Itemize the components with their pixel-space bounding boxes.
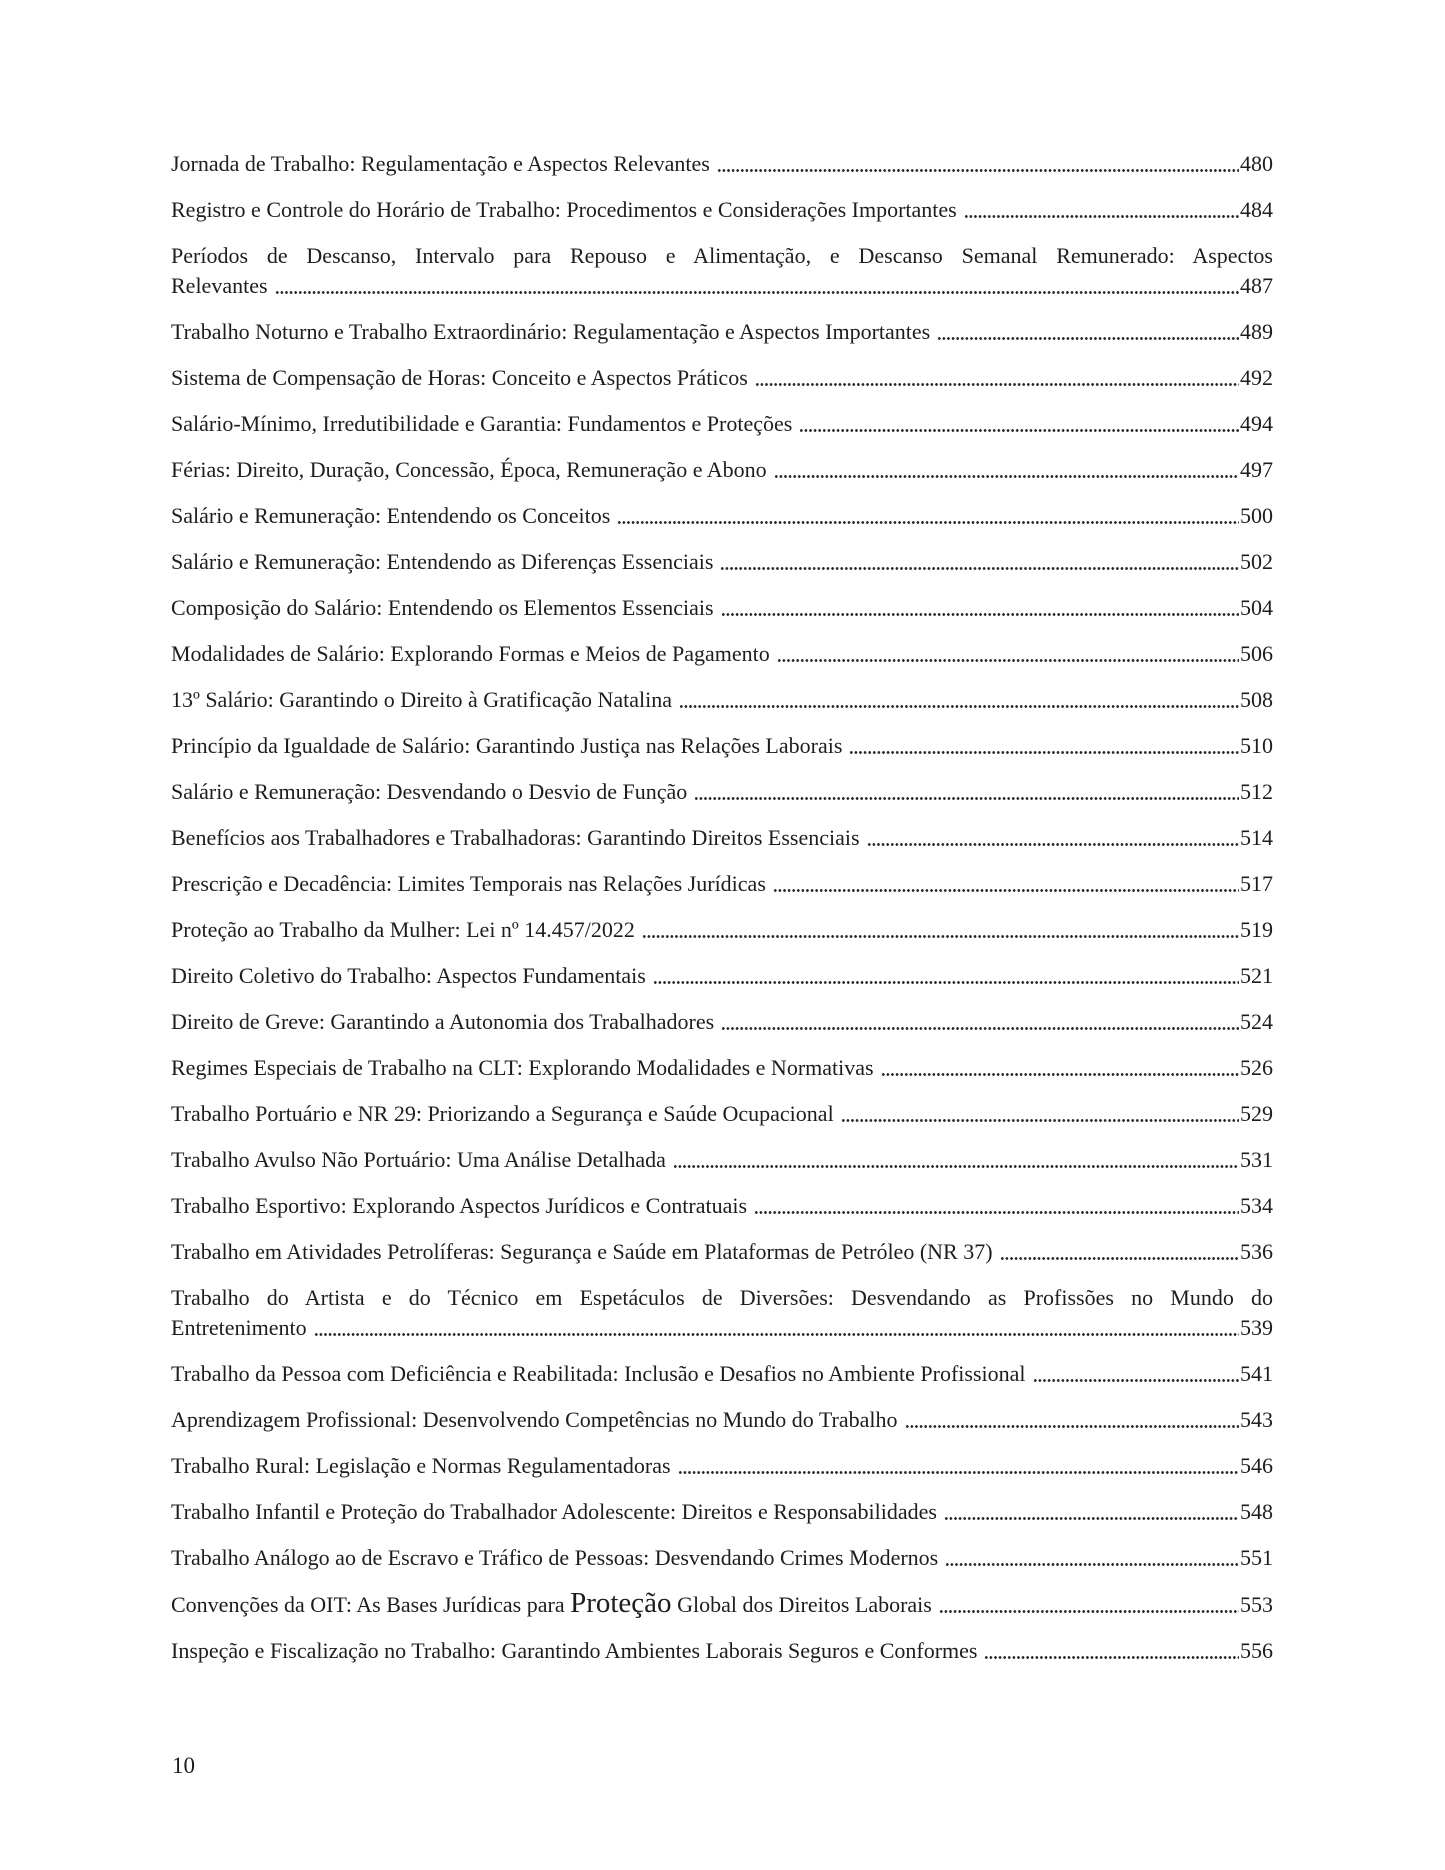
dot-leader [1033, 1359, 1239, 1389]
toc-entry-title: Trabalho Esportivo: Explorando Aspectos Jurídicos e Contratuais [171, 1193, 748, 1218]
toc-entry-row [171, 1191, 1273, 1221]
toc-entry-page: 506 [1240, 641, 1273, 666]
toc-entry-page: 548 [1240, 1499, 1273, 1524]
dot-leader [314, 1313, 1239, 1343]
toc-entry-row [171, 685, 1273, 715]
toc-entry-title: Sistema de Compensação de Horas: Conceito e Aspectos Práticos [171, 365, 748, 390]
toc-entry-title: Proteção ao Trabalho da Mulher: Lei nº 14.457/2022 [171, 917, 635, 942]
toc-entry-page: 556 [1240, 1638, 1273, 1663]
toc-entry-row [171, 149, 1273, 179]
toc-entry-title: Trabalho Rural: Legislação e Normas Regulamentadoras [171, 1453, 671, 1478]
toc-entry-row [171, 1145, 1273, 1175]
toc-entry-page: 551 [1240, 1545, 1273, 1570]
toc-entry-title: Trabalho Portuário e NR 29: Priorizando a Segurança e Saúde Ocupacional [171, 1101, 834, 1126]
toc-entry-title: Jornada de Trabalho: Regulamentação e Aspectos Relevantes [171, 151, 710, 176]
toc-entry-row [171, 271, 1273, 301]
toc-entry-line1: Períodos de Descanso, Intervalo para Repouso e Alimentação, e Descanso Semanal Remunerado: Aspectos [171, 243, 1273, 268]
toc-entry-row [171, 501, 1273, 531]
toc-entry-page: 517 [1240, 871, 1273, 896]
toc-entry-title: Salário-Mínimo, Irredutibilidade e Garantia: Fundamentos e Proteções [171, 411, 793, 436]
toc-entry-row [171, 869, 1273, 899]
dot-leader [720, 547, 1239, 577]
toc-entry [171, 1237, 1273, 1267]
toc-entry-page: 504 [1240, 595, 1273, 620]
toc-entry-title: Aprendizagem Profissional: Desenvolvendo Competências no Mundo do Trabalho [171, 1407, 898, 1432]
dot-leader [774, 455, 1239, 485]
dot-leader [937, 317, 1239, 347]
toc-entry [171, 639, 1273, 669]
toc-entry [171, 823, 1273, 853]
dot-leader [773, 869, 1239, 899]
toc-entry [171, 915, 1273, 945]
dot-leader [964, 195, 1239, 225]
toc-entry-page: 494 [1240, 411, 1273, 436]
toc-entry [171, 1053, 1273, 1083]
toc-entry [171, 501, 1273, 531]
toc-entry-page: 524 [1240, 1009, 1273, 1034]
toc-entry-row [171, 777, 1273, 807]
toc-entry [171, 593, 1273, 623]
toc-entry-title: Salário e Remuneração: Entendendo as Diferenças Essenciais [171, 549, 714, 574]
dot-leader [849, 731, 1239, 761]
toc-entry-row [171, 1359, 1273, 1389]
dot-leader [841, 1099, 1239, 1129]
dot-leader [1000, 1237, 1239, 1267]
dot-leader [275, 271, 1239, 301]
toc-entry-page: 489 [1240, 319, 1273, 344]
toc-entry-title: Direito de Greve: Garantindo a Autonomia dos Trabalhadores [171, 1009, 715, 1034]
toc-entry-title: Trabalho da Pessoa com Deficiência e Reabilitada: Inclusão e Desafios no Ambiente Profissional [171, 1361, 1026, 1386]
toc-entry-row [171, 363, 1273, 393]
toc-entry-page: 529 [1240, 1101, 1273, 1126]
toc-entry-page: 521 [1240, 963, 1273, 988]
toc-entry-title: Trabalho Avulso Não Portuário: Uma Análise Detalhada [171, 1147, 666, 1172]
toc-entry [171, 1636, 1273, 1666]
toc-entry-title: Trabalho Infantil e Proteção do Trabalhador Adolescente: Direitos e Responsabilidades [171, 1499, 937, 1524]
toc-entry-row [171, 1237, 1273, 1267]
toc [171, 149, 1273, 1682]
toc-entry-row [171, 1589, 1273, 1620]
toc-entry-title: Direito Coletivo do Trabalho: Aspectos Fundamentais [171, 963, 646, 988]
toc-entry [171, 1359, 1273, 1389]
toc-entry-row [171, 1007, 1273, 1037]
toc-entry-title: Relevantes [171, 273, 268, 298]
toc-entry-page: 487 [1240, 273, 1273, 298]
toc-entry [171, 1145, 1273, 1175]
toc-entry-row [171, 639, 1273, 669]
toc-entry-page: 497 [1240, 457, 1273, 482]
toc-entry-row [171, 1053, 1273, 1083]
dot-leader [867, 823, 1239, 853]
dot-leader [721, 1007, 1239, 1037]
dot-leader [679, 685, 1239, 715]
toc-entry-row [171, 1405, 1273, 1435]
toc-entry-title: Modalidades de Salário: Explorando Formas e Meios de Pagamento [171, 641, 770, 666]
toc-entry-title: Salário e Remuneração: Desvendando o Desvio de Função [171, 779, 688, 804]
dot-leader [945, 1543, 1239, 1573]
dot-leader [717, 149, 1239, 179]
toc-entry-row [171, 409, 1273, 439]
toc-entry-row [171, 1313, 1273, 1343]
toc-entry-page: 526 [1240, 1055, 1273, 1080]
toc-entry-row [171, 731, 1273, 761]
toc-entry-page: 519 [1240, 917, 1273, 942]
toc-entry-row [171, 1636, 1273, 1666]
toc-entry-page: 534 [1240, 1193, 1273, 1218]
toc-entry-title: Regimes Especiais de Trabalho na CLT: Explorando Modalidades e Normativas [171, 1055, 874, 1080]
toc-entry [171, 149, 1273, 179]
dot-leader [799, 409, 1239, 439]
toc-entry-page: 543 [1240, 1407, 1273, 1432]
toc-entry [171, 869, 1273, 899]
toc-entry-title: Inspeção e Fiscalização no Trabalho: Garantindo Ambientes Laborais Seguros e Conformes [171, 1638, 978, 1663]
toc-entry-title: Composição do Salário: Entendendo os Elementos Essenciais [171, 595, 714, 620]
dot-leader [984, 1636, 1239, 1666]
dot-leader [881, 1053, 1239, 1083]
dot-leader [755, 363, 1239, 393]
toc-entry-page: 531 [1240, 1147, 1273, 1172]
toc-entry-row [171, 455, 1273, 485]
dot-leader [944, 1497, 1239, 1527]
toc-entry [171, 1589, 1273, 1620]
dot-leader [905, 1405, 1239, 1435]
toc-entry-page: 480 [1240, 151, 1273, 176]
toc-entry-row [171, 1497, 1273, 1527]
dot-leader [777, 639, 1239, 669]
toc-entry-row [171, 593, 1273, 623]
toc-entry [171, 1497, 1273, 1527]
toc-entry-title: 13º Salário: Garantindo o Direito à Gratificação Natalina [171, 687, 673, 712]
dot-leader [617, 501, 1239, 531]
toc-entry-title: Trabalho Noturno e Trabalho Extraordinário: Regulamentação e Aspectos Importantes [171, 319, 931, 344]
toc-entry-title: Entretenimento [171, 1315, 307, 1340]
dot-leader [939, 1589, 1239, 1620]
dot-leader [653, 961, 1239, 991]
toc-entry-row [171, 547, 1273, 577]
toc-entry-row [171, 1099, 1273, 1129]
toc-entry-page: 541 [1240, 1361, 1273, 1386]
toc-entry-row [171, 823, 1273, 853]
toc-entry [171, 685, 1273, 715]
toc-entry-page: 508 [1240, 687, 1273, 712]
dot-leader [678, 1451, 1239, 1481]
toc-entry [171, 241, 1273, 301]
toc-entry [171, 455, 1273, 485]
toc-entry-page: 539 [1240, 1315, 1273, 1340]
toc-entry-title: Convenções da OIT: As Bases Jurídicas para Proteção Global dos Direitos Laborais [171, 1587, 932, 1619]
footer-page-number: 10 [172, 1753, 195, 1778]
toc-entry [171, 731, 1273, 761]
toc-entry [171, 409, 1273, 439]
toc-entry-title: Trabalho em Atividades Petrolíferas: Segurança e Saúde em Plataformas de Petróleo (NR 37) [171, 1239, 993, 1264]
toc-entry-row [171, 961, 1273, 991]
dot-leader [673, 1145, 1239, 1175]
toc-entry-page: 546 [1240, 1453, 1273, 1478]
toc-entry-page: 510 [1240, 733, 1273, 758]
toc-entry [171, 195, 1273, 225]
toc-entry [171, 1099, 1273, 1129]
toc-entry-row [171, 1543, 1273, 1573]
dot-leader [721, 593, 1239, 623]
toc-entry [171, 1191, 1273, 1221]
toc-entry-page: 553 [1240, 1592, 1273, 1617]
toc-entry-row [171, 317, 1273, 347]
toc-entry [171, 1405, 1273, 1435]
toc-entry-title: Prescrição e Decadência: Limites Temporais nas Relações Jurídicas [171, 871, 766, 896]
toc-entry-page: 512 [1240, 779, 1273, 804]
toc-entry-page: 484 [1240, 197, 1273, 222]
dot-leader [642, 915, 1239, 945]
toc-entry-page: 536 [1240, 1239, 1273, 1264]
toc-entry-title: Registro e Controle do Horário de Trabalho: Procedimentos e Considerações Importantes [171, 197, 957, 222]
toc-entry-title: Férias: Direito, Duração, Concessão, Época, Remuneração e Abono [171, 457, 767, 482]
toc-entry-title: Princípio da Igualdade de Salário: Garantindo Justiça nas Relações Laborais [171, 733, 843, 758]
toc-entry [171, 1283, 1273, 1343]
toc-entry-title: Salário e Remuneração: Entendendo os Conceitos [171, 503, 611, 528]
enlarged-word: Proteção [570, 1587, 672, 1619]
toc-entry-title: Trabalho Análogo ao de Escravo e Tráfico de Pessoas: Desvendando Crimes Modernos [171, 1545, 939, 1570]
toc-entry [171, 363, 1273, 393]
toc-entry [171, 1451, 1273, 1481]
toc-entry-title: Benefícios aos Trabalhadores e Trabalhadoras: Garantindo Direitos Essenciais [171, 825, 860, 850]
toc-entry-page: 492 [1240, 365, 1273, 390]
toc-entry [171, 1543, 1273, 1573]
toc-entry-row [171, 915, 1273, 945]
toc-entry-page: 500 [1240, 503, 1273, 528]
dot-leader [694, 777, 1239, 807]
toc-entry-row [171, 1451, 1273, 1481]
toc-entry-row [171, 195, 1273, 225]
toc-entry-line1: Trabalho do Artista e do Técnico em Espetáculos de Diversões: Desvendando as Profissões no Mundo do [171, 1285, 1273, 1310]
toc-entry [171, 1007, 1273, 1037]
toc-entry [171, 777, 1273, 807]
toc-entry [171, 317, 1273, 347]
toc-entry-page: 502 [1240, 549, 1273, 574]
toc-entry-page: 514 [1240, 825, 1273, 850]
toc-entry [171, 547, 1273, 577]
dot-leader [754, 1191, 1239, 1221]
toc-entry [171, 961, 1273, 991]
